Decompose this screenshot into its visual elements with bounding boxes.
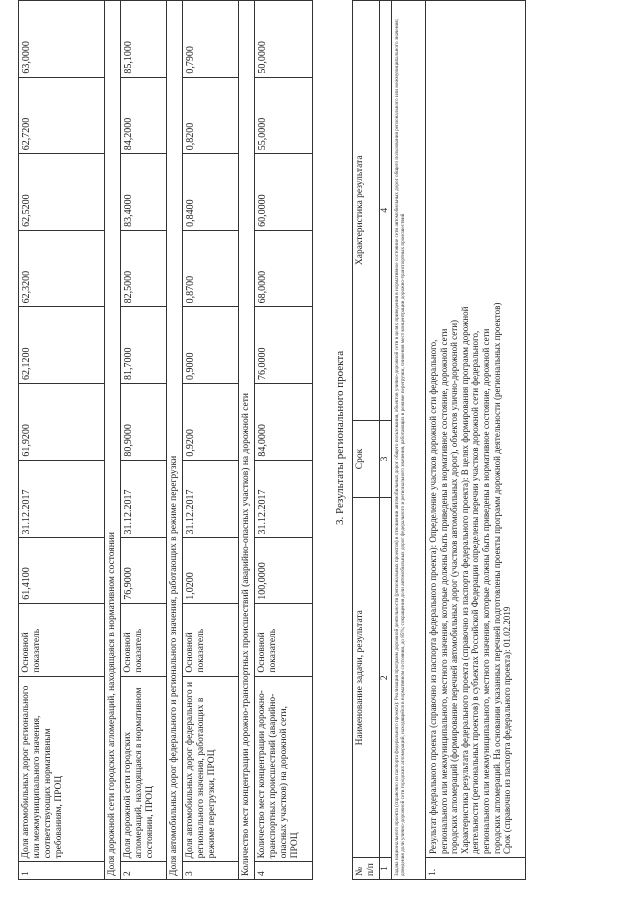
result-line: городских агломераций (формирование перечней автомобильных дорог (участков автомобильных дорог), объектов улично-дорожной сети)	[449, 319, 460, 855]
result-number: 1.	[426, 858, 526, 880]
results-table	[352, 0, 526, 880]
row-number: 3	[183, 862, 239, 880]
result-line: регионального или межмуниципального, местного значения, которые должны быть приведены в нормативное состояние, дорожной сети	[438, 328, 449, 855]
value-2022: 0,8400	[183, 154, 239, 231]
indicator-name: Доля автомобильных дорог федерального и регионального значения, работающих в режиме перегрузки, ПРОЦ	[183, 676, 239, 862]
value-2019: 0,9200	[183, 384, 239, 461]
indicators-table	[18, 0, 313, 880]
section-row	[167, 1, 183, 880]
indicator-name: Количество мест концентрации дорожно-транспортных происшествий (аварийно-опасных участков) на дорожной сети, ПРОЦ	[255, 676, 313, 862]
table-row	[183, 1, 239, 880]
value-2024: 50,0000	[255, 1, 313, 78]
row-number: 2	[121, 862, 167, 880]
result-row	[426, 1, 526, 880]
indicator-type: Основной показатель	[121, 603, 167, 676]
section3-title: 3. Результаты регионального проекта	[334, 350, 346, 525]
col-number: 4	[380, 1, 392, 421]
task-row	[392, 1, 426, 880]
base-date: 31.12.2017	[121, 460, 167, 538]
section-heading: Количество мест концентрации дорожно-транспортных происшествий (аварийно-опасных участков) на дорожной сети	[239, 1, 255, 880]
base-date: 31.12.2017	[255, 460, 313, 538]
indicator-type: Основной показатель	[255, 603, 313, 676]
row-number: 1	[19, 862, 105, 880]
value-2019: 80,9000	[121, 384, 167, 461]
indicator-type: Основной показатель	[183, 603, 239, 676]
value-2022: 62,5200	[19, 154, 105, 231]
section-heading: Доля автомобильных дорог федерального и регионального значения, работающих в режиме перегрузки	[167, 1, 183, 880]
result-line: Срок (справочно из паспорта федерального проекта): 01.02.2019	[502, 606, 513, 855]
value-2019: 84,0000	[255, 384, 313, 461]
section-row	[239, 1, 255, 880]
indicator-name: Доля автомобильных дорог регионального или межмуниципального значения, соответствующих нормативным требованиям, ПРОЦ	[19, 676, 105, 862]
base-value: 61,4100	[19, 538, 105, 603]
header-num: № п/п	[353, 858, 380, 880]
base-value: 100,0000	[255, 538, 313, 603]
task-text: Задача национального проекта (справочно из паспорта федерального проекта): Реализация программ дорожной деятельности (региональных проектов) в отношении автомобильных дорог общего пользования, объектов улично-дорожной сети в целях приведения в нормативное состояние сети автомобильных дорог общего пользования регионального или межмуниципального значения; доведения доли улично-дорожной сети городских агломераций, находящейся в нормативном состоянии, до 85%; сокращения доли автомобильных дорог федерального и регионального значения, работающих в режиме перегрузки, снижения мест концентрации дорожно-транспортных происшествий	[392, 1, 426, 880]
base-value: 76,9000	[121, 538, 167, 603]
table-row	[19, 1, 105, 880]
row-number: 4	[255, 862, 313, 880]
table-row	[255, 1, 313, 880]
value-2021: 62,3200	[19, 230, 105, 307]
value-2024: 63,0000	[19, 1, 105, 78]
numbering-row	[380, 1, 392, 880]
value-2023: 55,0000	[255, 77, 313, 154]
value-2022: 83,4000	[121, 154, 167, 231]
results-header	[353, 1, 380, 880]
value-2020: 0,9000	[183, 307, 239, 384]
col-number: 2	[380, 498, 392, 858]
result-line: деятельности (региональных проектов) в субъектах Российской Федерации определены перечни участков дорожной сети федерального,	[470, 330, 481, 855]
col-number: 1	[380, 858, 392, 880]
value-2021: 68,0000	[255, 230, 313, 307]
indicator-name: Доля дорожной сети городских агломераций, находящаяся в нормативном состоянии, ПРОЦ	[121, 676, 167, 862]
value-2021: 0,8700	[183, 230, 239, 307]
value-2020: 76,0000	[255, 307, 313, 384]
value-2023: 62,7200	[19, 77, 105, 154]
result-line: Результат федерального проекта (справочно из паспорта федерального проекта): Определение участков дорожной сети федерального,	[428, 339, 438, 855]
value-2021: 82,5000	[121, 230, 167, 307]
result-line: городских агломераций. На основании указанных перечней подготовлены проекты программ дорожной деятельности (региональных проектов)	[491, 302, 502, 855]
value-2020: 62,1200	[19, 307, 105, 384]
value-2023: 84,2000	[121, 77, 167, 154]
table-row	[121, 1, 167, 880]
value-2024: 85,1000	[121, 1, 167, 78]
header-characteristic: Характеристика результата	[353, 1, 380, 421]
value-2019: 61,9200	[19, 384, 105, 461]
base-date: 31.12.2017	[183, 460, 239, 538]
header-name: Наименование задачи, результата	[353, 498, 380, 858]
header-term: Срок	[353, 420, 380, 498]
indicator-type: Основной показатель	[19, 603, 105, 676]
value-2020: 81,7000	[121, 307, 167, 384]
value-2023: 0,8200	[183, 77, 239, 154]
result-line: регионального или межмуниципального, местного значения, которые должны быть приведены в нормативное состояние, дорожной сети	[480, 328, 491, 855]
section-heading: Доля дорожной сети городских агломераций, находящаяся в нормативном состоянии	[105, 1, 121, 880]
col-number: 3	[380, 420, 392, 498]
base-value: 1,0200	[183, 538, 239, 603]
result-text	[426, 1, 526, 858]
value-2022: 60,0000	[255, 154, 313, 231]
base-date: 31.12.2017	[19, 460, 105, 538]
section-row	[105, 1, 121, 880]
result-line: Характеристика результата федерального проекта (справочно из паспорта федерального проекта): В целях формирования программ дорожной	[459, 306, 470, 855]
value-2024: 0,7900	[183, 1, 239, 78]
